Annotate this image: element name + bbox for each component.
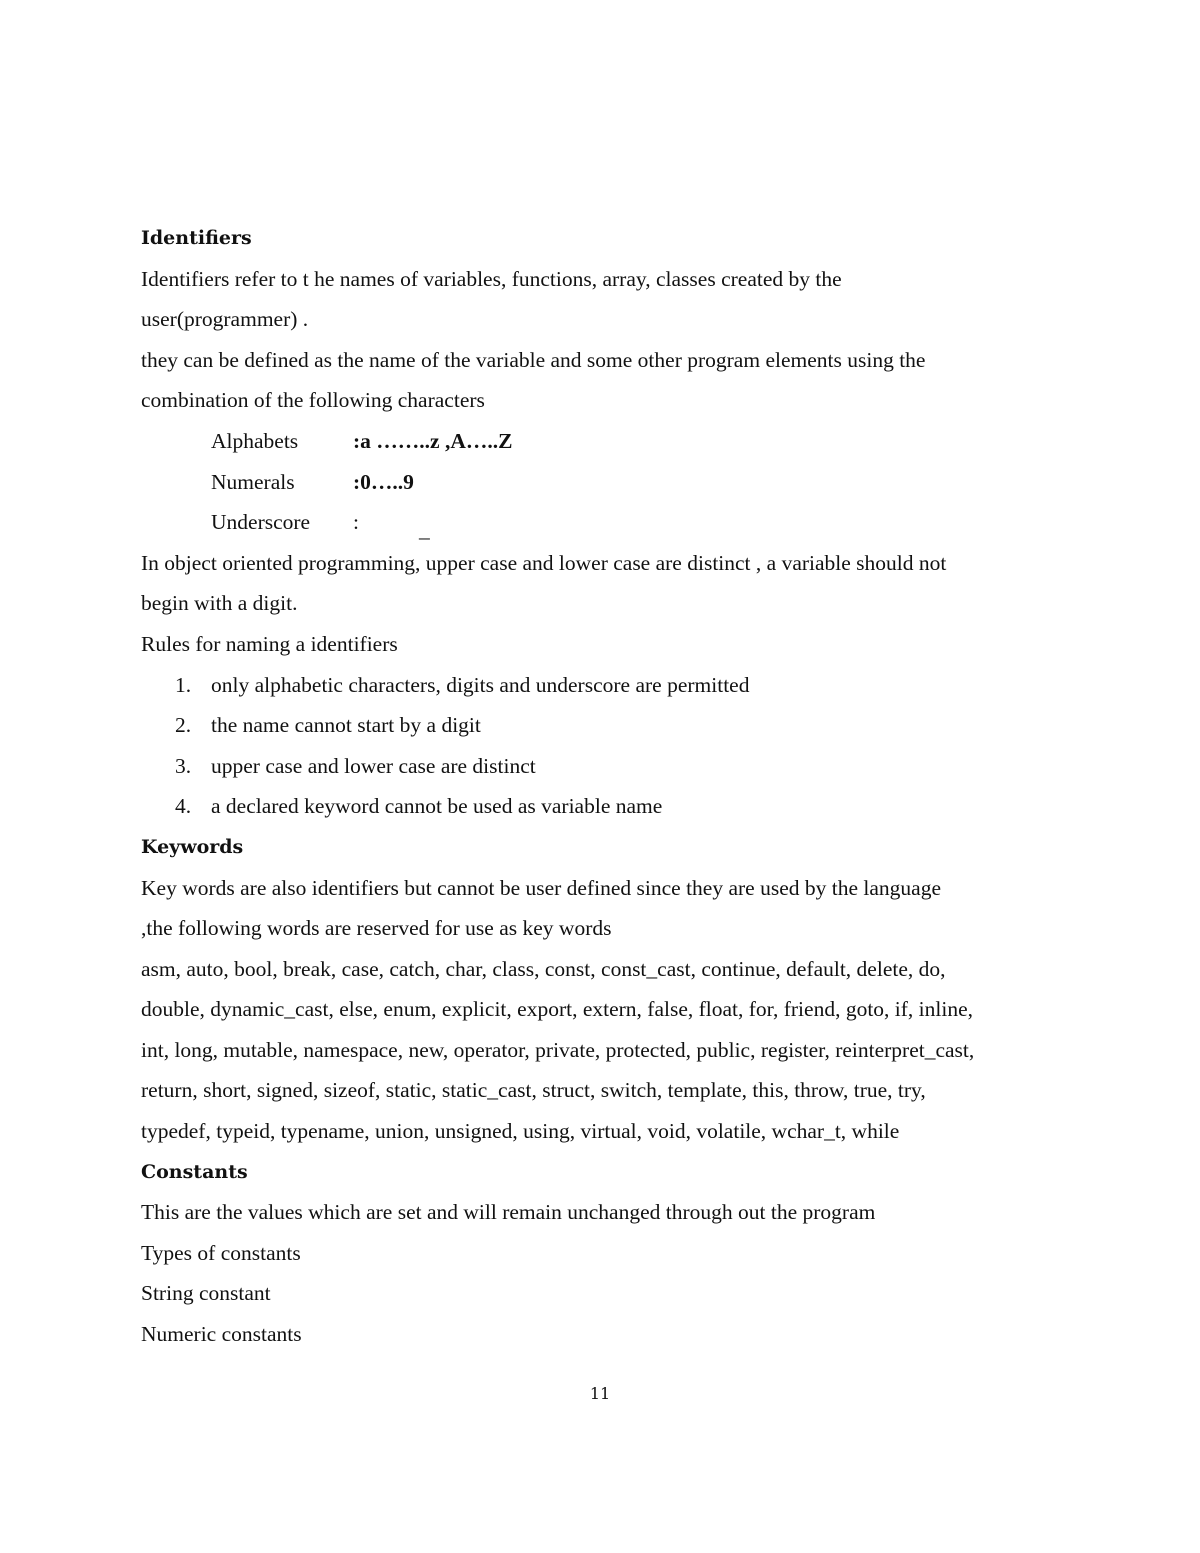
identifiers-paragraph-line: begin with a digit. [141,591,298,616]
rule-number: 1. [175,672,192,697]
rule-item [141,705,1071,746]
keywords-list-line: double, dynamic_cast, else, enum, explicit, export, extern, false, float, for, friend, goto, if, inline, [141,997,974,1022]
keywords-list-line: int, long, mutable, namespace, new, operator, private, protected, public, register, reinterpret_cast, [141,1037,975,1062]
identifiers-paragraph-line: user(programmer) . [141,307,309,332]
identifiers-paragraph-line: Identifiers refer to t he names of variables, functions, array, classes created by the [141,266,842,291]
constants-types-title: Types of constants [141,1240,301,1265]
charset-label: Alphabets [211,428,299,453]
underscore-glyph: _ [418,518,430,543]
keywords-heading: Keywords [141,835,244,858]
rule-number: 2. [175,713,192,738]
rule-text: only alphabetic characters, digits and underscore are permitted [211,672,750,697]
rule-text: upper case and lower case are distinct [211,753,536,778]
keywords-intro-line: Key words are also identifiers but cannot be user defined since they are used by the language [141,875,941,900]
charset-row-alphabets [141,421,1071,462]
constant-type-item: Numeric constants [141,1322,302,1347]
charset-value: :a ……..z ,A…..Z [353,428,513,453]
page-number: 11 [589,1384,611,1403]
rule-item [141,746,1071,787]
constant-type-item: String constant [141,1281,271,1306]
keywords-list-line: return, short, signed, sizeof, static, static_cast, struct, switch, template, this, throw, true, try, [141,1078,926,1103]
rule-number: 3. [175,753,192,778]
identifiers-paragraph-line: In object oriented programming, upper case and lower case are distinct , a variable should not [141,550,947,575]
page-content [141,218,1071,1355]
rule-item [141,786,1071,827]
rule-text: the name cannot start by a digit [211,713,481,738]
constants-heading: Constants [141,1160,248,1183]
charset-label: Underscore [211,510,311,535]
identifiers-paragraph-line: combination of the following characters [141,388,485,413]
charset-value: : [353,510,359,535]
charset-row-numerals [141,462,1071,503]
charset-label: Numerals [211,469,295,494]
rule-item [141,665,1071,706]
charset-value: :0…..9 [353,469,414,494]
rule-number: 4. [175,794,192,819]
keywords-list-line: asm, auto, bool, break, case, catch, char, class, const, const_cast, continue, default, delete, do, [141,956,946,981]
charset-row-underscore [141,502,1071,543]
identifiers-heading: Identifiers [141,227,252,249]
keywords-intro-line: ,the following words are reserved for use as key words [141,916,612,941]
rules-title: Rules for naming a identifiers [141,631,398,656]
identifiers-paragraph-line: they can be defined as the name of the variable and some other program elements using the [141,347,926,372]
constants-intro: This are the values which are set and will remain unchanged through out the program [141,1200,876,1225]
keywords-list-line: typedef, typeid, typename, union, unsigned, using, virtual, void, volatile, wchar_t, while [141,1119,900,1144]
rule-text: a declared keyword cannot be used as variable name [211,794,663,819]
